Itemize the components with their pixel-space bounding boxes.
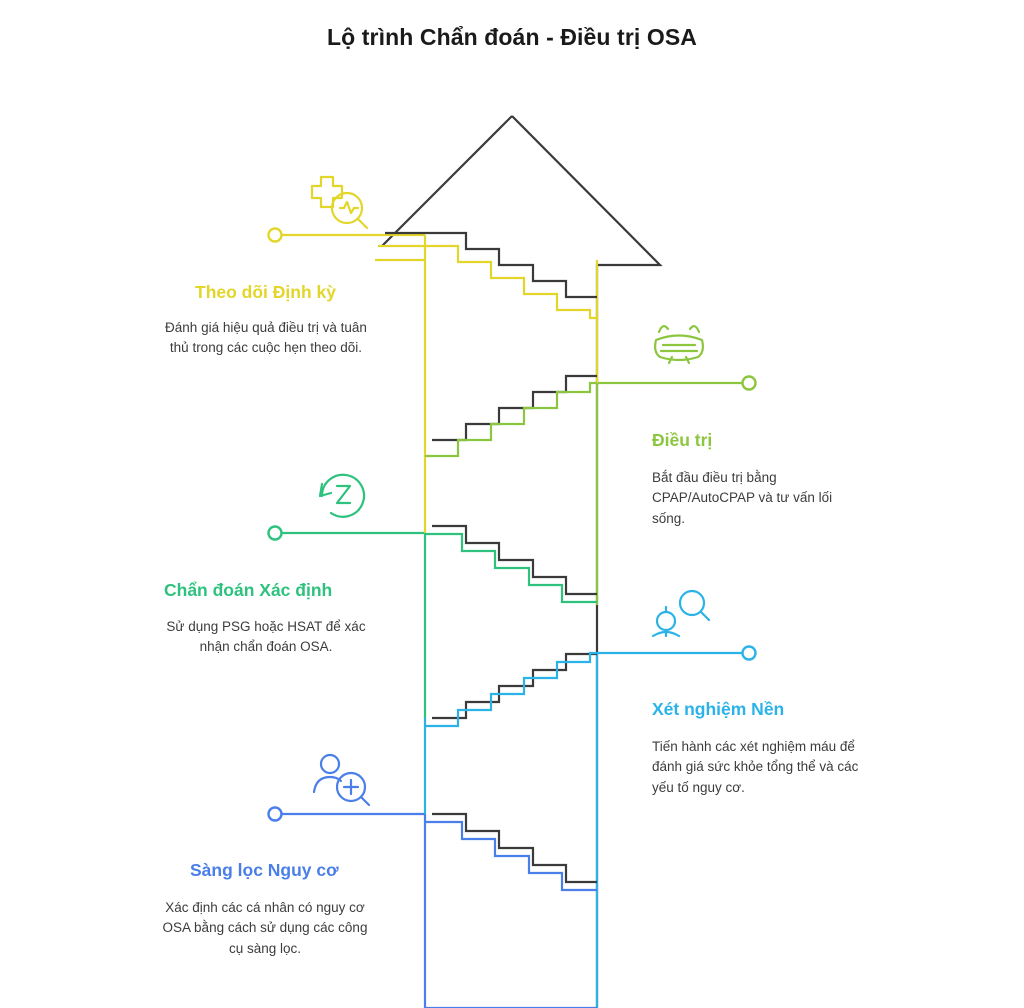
stair-flight-screening (425, 814, 597, 890)
page-title: Lộ trình Chẩn đoán - Điều trị OSA (326, 24, 697, 50)
step-body-screening: Xác định các cá nhân có nguy cơ OSA bằng cách sử dụng các công cụ sàng lọc. (162, 900, 368, 956)
stair-flight-baseline-tests (425, 653, 597, 726)
step-heading-follow-up: Theo dõi Định kỳ (195, 282, 336, 302)
endpoint-follow-up (269, 229, 282, 242)
endpoint-screening (269, 808, 282, 821)
step-body-baseline-tests: Tiến hành các xét nghiệm máu để đánh giá sức khỏe tổng thể và các yếu tố nguy cơ. (652, 739, 859, 795)
sleep-z-icon (320, 475, 364, 517)
step-heading-treatment: Điều trị (652, 430, 713, 450)
step-heading-screening: Sàng lọc Nguy cơ (190, 860, 339, 880)
step-heading-baseline-tests: Xét nghiệm Nền (652, 699, 785, 719)
arrow-outline (382, 116, 660, 1008)
endpoint-definitive-diagnosis (269, 527, 282, 540)
step-heading-definitive-diagnosis: Chẩn đoán Xác định (164, 580, 333, 600)
endpoint-baseline-tests (743, 647, 756, 660)
medical-monitor-icon (312, 177, 367, 228)
stair-flight-follow-up (378, 233, 597, 318)
step-body-follow-up: Đánh giá hiệu quả điều trị và tuân thủ trong các cuộc hẹn theo dõi. (165, 320, 367, 356)
step-body-definitive-diagnosis: Sử dụng PSG hoặc HSAT để xác nhận chẩn đoán OSA. (166, 619, 366, 655)
cpap-mask-icon (655, 326, 703, 363)
step-body-treatment: Bắt đầu điều trị bằng CPAP/AutoCPAP và tư vấn lối sống. (652, 470, 833, 526)
patient-magnifier-icon (653, 591, 709, 636)
endpoint-treatment (743, 377, 756, 390)
stair-flight-treatment (425, 376, 597, 456)
stair-flight-definitive-diagnosis (425, 526, 597, 602)
person-search-icon (314, 755, 369, 805)
